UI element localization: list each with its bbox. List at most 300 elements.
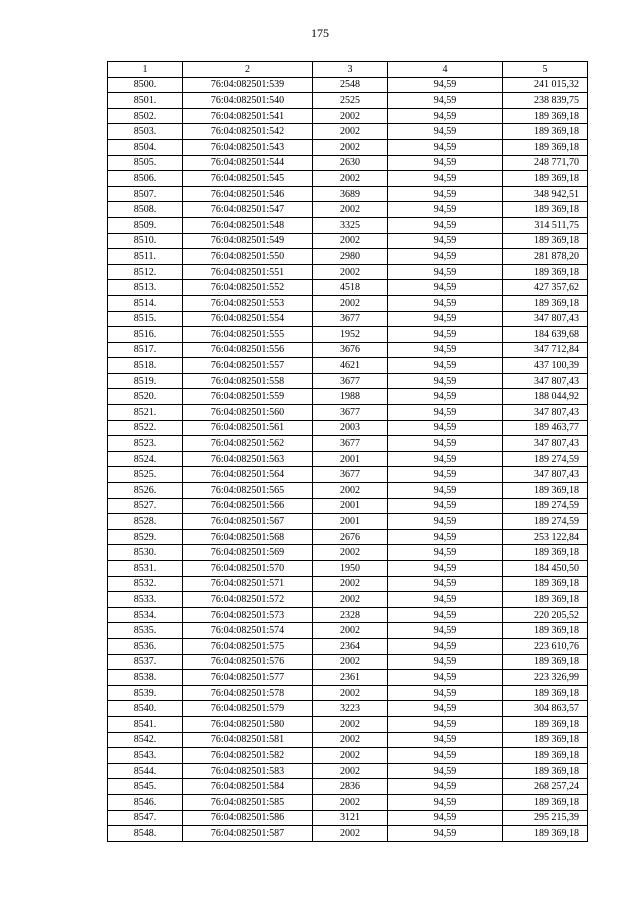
row-number-cell: 8532. [108, 576, 183, 592]
table-row [108, 514, 588, 530]
area-cell: 3677 [313, 311, 388, 327]
table-row [108, 685, 588, 701]
row-number-cell: 8501. [108, 93, 183, 109]
rate-cell: 94,59 [388, 623, 503, 639]
rate-cell: 94,59 [388, 405, 503, 421]
cadastral-number-cell: 76:04:082501:549 [183, 233, 313, 249]
area-cell: 2328 [313, 607, 388, 623]
area-cell: 2002 [313, 108, 388, 124]
table-row [108, 436, 588, 452]
rate-cell: 94,59 [388, 794, 503, 810]
row-number-cell: 8524. [108, 451, 183, 467]
table-row [108, 467, 588, 483]
row-number-cell: 8521. [108, 405, 183, 421]
column-header-3: 3 [313, 62, 388, 78]
rate-cell: 94,59 [388, 654, 503, 670]
cadastral-number-cell: 76:04:082501:566 [183, 498, 313, 514]
amount-cell: 304 863,57 [503, 701, 588, 717]
cadastral-number-cell: 76:04:082501:547 [183, 202, 313, 218]
area-cell: 2002 [313, 483, 388, 499]
amount-cell: 188 044,92 [503, 389, 588, 405]
amount-cell: 314 511,75 [503, 217, 588, 233]
table-row [108, 295, 588, 311]
table-row [108, 638, 588, 654]
area-cell: 2002 [313, 623, 388, 639]
cadastral-number-cell: 76:04:082501:564 [183, 467, 313, 483]
row-number-cell: 8506. [108, 171, 183, 187]
area-cell: 2630 [313, 155, 388, 171]
table-row [108, 576, 588, 592]
area-cell: 2002 [313, 592, 388, 608]
amount-cell: 220 205,52 [503, 607, 588, 623]
area-cell: 2980 [313, 249, 388, 265]
table-row [108, 233, 588, 249]
amount-cell: 189 369,18 [503, 763, 588, 779]
rate-cell: 94,59 [388, 186, 503, 202]
rate-cell: 94,59 [388, 514, 503, 530]
area-cell: 3121 [313, 810, 388, 826]
cadastral-number-cell: 76:04:082501:576 [183, 654, 313, 670]
row-number-cell: 8511. [108, 249, 183, 265]
amount-cell: 347 807,43 [503, 405, 588, 421]
row-number-cell: 8504. [108, 139, 183, 155]
rate-cell: 94,59 [388, 93, 503, 109]
row-number-cell: 8536. [108, 638, 183, 654]
cadastral-number-cell: 76:04:082501:562 [183, 436, 313, 452]
amount-cell: 268 257,24 [503, 779, 588, 795]
area-cell: 2002 [313, 233, 388, 249]
rate-cell: 94,59 [388, 701, 503, 717]
rate-cell: 94,59 [388, 124, 503, 140]
amount-cell: 347 807,43 [503, 373, 588, 389]
table-body [108, 77, 588, 841]
area-cell: 2361 [313, 670, 388, 686]
area-cell: 3677 [313, 467, 388, 483]
area-cell: 2002 [313, 716, 388, 732]
row-number-cell: 8520. [108, 389, 183, 405]
cadastral-number-cell: 76:04:082501:557 [183, 358, 313, 374]
amount-cell: 189 369,18 [503, 794, 588, 810]
table-row [108, 561, 588, 577]
table-row [108, 748, 588, 764]
column-header-4: 4 [388, 62, 503, 78]
amount-cell: 189 369,18 [503, 295, 588, 311]
rate-cell: 94,59 [388, 420, 503, 436]
amount-cell: 281 878,20 [503, 249, 588, 265]
area-cell: 2676 [313, 529, 388, 545]
table-row [108, 654, 588, 670]
rate-cell: 94,59 [388, 389, 503, 405]
table-header [108, 62, 588, 78]
table-row [108, 373, 588, 389]
area-cell: 2836 [313, 779, 388, 795]
table-row [108, 108, 588, 124]
area-cell: 2002 [313, 171, 388, 187]
amount-cell: 347 807,43 [503, 467, 588, 483]
amount-cell: 238 839,75 [503, 93, 588, 109]
row-number-cell: 8526. [108, 483, 183, 499]
row-number-cell: 8519. [108, 373, 183, 389]
area-cell: 2002 [313, 295, 388, 311]
rate-cell: 94,59 [388, 763, 503, 779]
cadastral-number-cell: 76:04:082501:584 [183, 779, 313, 795]
amount-cell: 348 942,51 [503, 186, 588, 202]
cadastral-number-cell: 76:04:082501:560 [183, 405, 313, 421]
row-number-cell: 8510. [108, 233, 183, 249]
rate-cell: 94,59 [388, 498, 503, 514]
amount-cell: 189 369,18 [503, 108, 588, 124]
row-number-cell: 8507. [108, 186, 183, 202]
rate-cell: 94,59 [388, 685, 503, 701]
cadastral-number-cell: 76:04:082501:540 [183, 93, 313, 109]
cadastral-number-cell: 76:04:082501:548 [183, 217, 313, 233]
cadastral-number-cell: 76:04:082501:572 [183, 592, 313, 608]
amount-cell: 437 100,39 [503, 358, 588, 374]
area-cell: 1950 [313, 561, 388, 577]
header-row [108, 62, 588, 78]
row-number-cell: 8529. [108, 529, 183, 545]
table-row [108, 810, 588, 826]
amount-cell: 347 807,43 [503, 311, 588, 327]
area-cell: 3689 [313, 186, 388, 202]
amount-cell: 295 215,39 [503, 810, 588, 826]
amount-cell: 189 369,18 [503, 716, 588, 732]
area-cell: 2003 [313, 420, 388, 436]
table-row [108, 389, 588, 405]
area-cell: 2002 [313, 654, 388, 670]
row-number-cell: 8537. [108, 654, 183, 670]
amount-cell: 189 274,59 [503, 451, 588, 467]
cadastral-number-cell: 76:04:082501:569 [183, 545, 313, 561]
area-cell: 2002 [313, 826, 388, 842]
row-number-cell: 8523. [108, 436, 183, 452]
amount-cell: 189 369,18 [503, 654, 588, 670]
table-row [108, 186, 588, 202]
table-row [108, 139, 588, 155]
cadastral-number-cell: 76:04:082501:582 [183, 748, 313, 764]
table-row [108, 420, 588, 436]
amount-cell: 184 450,50 [503, 561, 588, 577]
table-row [108, 124, 588, 140]
table-row [108, 171, 588, 187]
table-row [108, 701, 588, 717]
table-row [108, 826, 588, 842]
row-number-cell: 8543. [108, 748, 183, 764]
rate-cell: 94,59 [388, 373, 503, 389]
table-row [108, 405, 588, 421]
area-cell: 2548 [313, 77, 388, 93]
table-row [108, 264, 588, 280]
rate-cell: 94,59 [388, 638, 503, 654]
row-number-cell: 8528. [108, 514, 183, 530]
row-number-cell: 8533. [108, 592, 183, 608]
row-number-cell: 8535. [108, 623, 183, 639]
table-row [108, 358, 588, 374]
area-cell: 3676 [313, 342, 388, 358]
cadastral-number-cell: 76:04:082501:559 [183, 389, 313, 405]
cadastral-number-cell: 76:04:082501:546 [183, 186, 313, 202]
column-header-5: 5 [503, 62, 588, 78]
cadastral-number-cell: 76:04:082501:568 [183, 529, 313, 545]
cadastral-number-cell: 76:04:082501:553 [183, 295, 313, 311]
rate-cell: 94,59 [388, 202, 503, 218]
amount-cell: 223 326,99 [503, 670, 588, 686]
row-number-cell: 8545. [108, 779, 183, 795]
cadastral-number-cell: 76:04:082501:575 [183, 638, 313, 654]
cadastral-number-cell: 76:04:082501:577 [183, 670, 313, 686]
row-number-cell: 8544. [108, 763, 183, 779]
rate-cell: 94,59 [388, 467, 503, 483]
amount-cell: 189 369,18 [503, 592, 588, 608]
area-cell: 2001 [313, 498, 388, 514]
amount-cell: 189 274,59 [503, 514, 588, 530]
table-row [108, 794, 588, 810]
table-row [108, 498, 588, 514]
rate-cell: 94,59 [388, 561, 503, 577]
amount-cell: 253 122,84 [503, 529, 588, 545]
rate-cell: 94,59 [388, 249, 503, 265]
table-row [108, 732, 588, 748]
amount-cell: 347 712,84 [503, 342, 588, 358]
cadastral-number-cell: 76:04:082501:558 [183, 373, 313, 389]
amount-cell: 189 369,18 [503, 171, 588, 187]
cadastral-number-cell: 76:04:082501:554 [183, 311, 313, 327]
area-cell: 2364 [313, 638, 388, 654]
table-row [108, 202, 588, 218]
rate-cell: 94,59 [388, 77, 503, 93]
rate-cell: 94,59 [388, 217, 503, 233]
rate-cell: 94,59 [388, 233, 503, 249]
row-number-cell: 8531. [108, 561, 183, 577]
amount-cell: 189 369,18 [503, 748, 588, 764]
rate-cell: 94,59 [388, 779, 503, 795]
cadastral-number-cell: 76:04:082501:552 [183, 280, 313, 296]
rate-cell: 94,59 [388, 342, 503, 358]
area-cell: 2525 [313, 93, 388, 109]
cadastral-number-cell: 76:04:082501:551 [183, 264, 313, 280]
cadastral-number-cell: 76:04:082501:571 [183, 576, 313, 592]
area-cell: 3677 [313, 405, 388, 421]
rate-cell: 94,59 [388, 327, 503, 343]
cadastral-number-cell: 76:04:082501:555 [183, 327, 313, 343]
cadastral-number-cell: 76:04:082501:550 [183, 249, 313, 265]
amount-cell: 189 369,18 [503, 124, 588, 140]
data-table [107, 61, 588, 842]
rate-cell: 94,59 [388, 529, 503, 545]
amount-cell: 189 369,18 [503, 139, 588, 155]
area-cell: 2002 [313, 545, 388, 561]
area-cell: 4621 [313, 358, 388, 374]
amount-cell: 184 639,68 [503, 327, 588, 343]
table-row [108, 311, 588, 327]
table-row [108, 623, 588, 639]
cadastral-number-cell: 76:04:082501:541 [183, 108, 313, 124]
amount-cell: 189 369,18 [503, 483, 588, 499]
table-row [108, 280, 588, 296]
cadastral-number-cell: 76:04:082501:563 [183, 451, 313, 467]
cadastral-number-cell: 76:04:082501:565 [183, 483, 313, 499]
table-row [108, 529, 588, 545]
area-cell: 2002 [313, 732, 388, 748]
amount-cell: 189 369,18 [503, 202, 588, 218]
area-cell: 2002 [313, 794, 388, 810]
rate-cell: 94,59 [388, 670, 503, 686]
row-number-cell: 8525. [108, 467, 183, 483]
amount-cell: 189 369,18 [503, 685, 588, 701]
table-row [108, 93, 588, 109]
table-row [108, 779, 588, 795]
row-number-cell: 8530. [108, 545, 183, 561]
table-row [108, 342, 588, 358]
amount-cell: 248 771,70 [503, 155, 588, 171]
table-row [108, 483, 588, 499]
cadastral-number-cell: 76:04:082501:567 [183, 514, 313, 530]
row-number-cell: 8517. [108, 342, 183, 358]
rate-cell: 94,59 [388, 451, 503, 467]
table-row [108, 327, 588, 343]
row-number-cell: 8547. [108, 810, 183, 826]
rate-cell: 94,59 [388, 545, 503, 561]
area-cell: 2001 [313, 451, 388, 467]
row-number-cell: 8518. [108, 358, 183, 374]
area-cell: 1952 [313, 327, 388, 343]
amount-cell: 189 369,18 [503, 576, 588, 592]
rate-cell: 94,59 [388, 264, 503, 280]
column-header-1: 1 [108, 62, 183, 78]
cadastral-number-cell: 76:04:082501:580 [183, 716, 313, 732]
area-cell: 3223 [313, 701, 388, 717]
rate-cell: 94,59 [388, 295, 503, 311]
rate-cell: 94,59 [388, 748, 503, 764]
cadastral-number-cell: 76:04:082501:574 [183, 623, 313, 639]
area-cell: 2002 [313, 763, 388, 779]
cadastral-number-cell: 76:04:082501:585 [183, 794, 313, 810]
row-number-cell: 8522. [108, 420, 183, 436]
row-number-cell: 8548. [108, 826, 183, 842]
row-number-cell: 8516. [108, 327, 183, 343]
rate-cell: 94,59 [388, 810, 503, 826]
amount-cell: 223 610,76 [503, 638, 588, 654]
area-cell: 2001 [313, 514, 388, 530]
table-row [108, 716, 588, 732]
rate-cell: 94,59 [388, 280, 503, 296]
cadastral-number-cell: 76:04:082501:573 [183, 607, 313, 623]
table-row [108, 763, 588, 779]
cadastral-number-cell: 76:04:082501:587 [183, 826, 313, 842]
rate-cell: 94,59 [388, 716, 503, 732]
row-number-cell: 8509. [108, 217, 183, 233]
cadastral-number-cell: 76:04:082501:578 [183, 685, 313, 701]
rate-cell: 94,59 [388, 155, 503, 171]
table-row [108, 545, 588, 561]
area-cell: 3325 [313, 217, 388, 233]
row-number-cell: 8527. [108, 498, 183, 514]
rate-cell: 94,59 [388, 311, 503, 327]
amount-cell: 189 369,18 [503, 264, 588, 280]
row-number-cell: 8534. [108, 607, 183, 623]
amount-cell: 347 807,43 [503, 436, 588, 452]
row-number-cell: 8539. [108, 685, 183, 701]
row-number-cell: 8546. [108, 794, 183, 810]
cadastral-number-cell: 76:04:082501:570 [183, 561, 313, 577]
amount-cell: 189 369,18 [503, 826, 588, 842]
amount-cell: 427 357,62 [503, 280, 588, 296]
area-cell: 3677 [313, 373, 388, 389]
cadastral-number-cell: 76:04:082501:543 [183, 139, 313, 155]
cadastral-number-cell: 76:04:082501:545 [183, 171, 313, 187]
rate-cell: 94,59 [388, 358, 503, 374]
row-number-cell: 8542. [108, 732, 183, 748]
rate-cell: 94,59 [388, 108, 503, 124]
area-cell: 3677 [313, 436, 388, 452]
rate-cell: 94,59 [388, 607, 503, 623]
cadastral-number-cell: 76:04:082501:556 [183, 342, 313, 358]
area-cell: 2002 [313, 124, 388, 140]
table-row [108, 607, 588, 623]
cadastral-number-cell: 76:04:082501:561 [183, 420, 313, 436]
rate-cell: 94,59 [388, 592, 503, 608]
cadastral-number-cell: 76:04:082501:581 [183, 732, 313, 748]
rate-cell: 94,59 [388, 483, 503, 499]
amount-cell: 189 369,18 [503, 732, 588, 748]
row-number-cell: 8500. [108, 77, 183, 93]
row-number-cell: 8515. [108, 311, 183, 327]
rate-cell: 94,59 [388, 576, 503, 592]
amount-cell: 189 369,18 [503, 623, 588, 639]
area-cell: 2002 [313, 576, 388, 592]
amount-cell: 189 369,18 [503, 545, 588, 561]
area-cell: 2002 [313, 202, 388, 218]
cadastral-number-cell: 76:04:082501:539 [183, 77, 313, 93]
amount-cell: 241 015,32 [503, 77, 588, 93]
table-row [108, 451, 588, 467]
table-row [108, 77, 588, 93]
area-cell: 4518 [313, 280, 388, 296]
amount-cell: 189 274,59 [503, 498, 588, 514]
area-cell: 2002 [313, 748, 388, 764]
page-number: 175 [311, 26, 329, 40]
rate-cell: 94,59 [388, 826, 503, 842]
area-cell: 2002 [313, 685, 388, 701]
cadastral-number-cell: 76:04:082501:544 [183, 155, 313, 171]
table-row [108, 670, 588, 686]
table-row [108, 217, 588, 233]
row-number-cell: 8508. [108, 202, 183, 218]
row-number-cell: 8514. [108, 295, 183, 311]
row-number-cell: 8505. [108, 155, 183, 171]
column-header-2: 2 [183, 62, 313, 78]
row-number-cell: 8513. [108, 280, 183, 296]
row-number-cell: 8503. [108, 124, 183, 140]
amount-cell: 189 369,18 [503, 233, 588, 249]
table-row [108, 155, 588, 171]
rate-cell: 94,59 [388, 436, 503, 452]
cadastral-number-cell: 76:04:082501:586 [183, 810, 313, 826]
row-number-cell: 8538. [108, 670, 183, 686]
area-cell: 2002 [313, 139, 388, 155]
area-cell: 1988 [313, 389, 388, 405]
row-number-cell: 8541. [108, 716, 183, 732]
rate-cell: 94,59 [388, 139, 503, 155]
row-number-cell: 8502. [108, 108, 183, 124]
row-number-cell: 8540. [108, 701, 183, 717]
table-row [108, 249, 588, 265]
cadastral-number-cell: 76:04:082501:542 [183, 124, 313, 140]
table-row [108, 592, 588, 608]
amount-cell: 189 463,77 [503, 420, 588, 436]
row-number-cell: 8512. [108, 264, 183, 280]
rate-cell: 94,59 [388, 732, 503, 748]
